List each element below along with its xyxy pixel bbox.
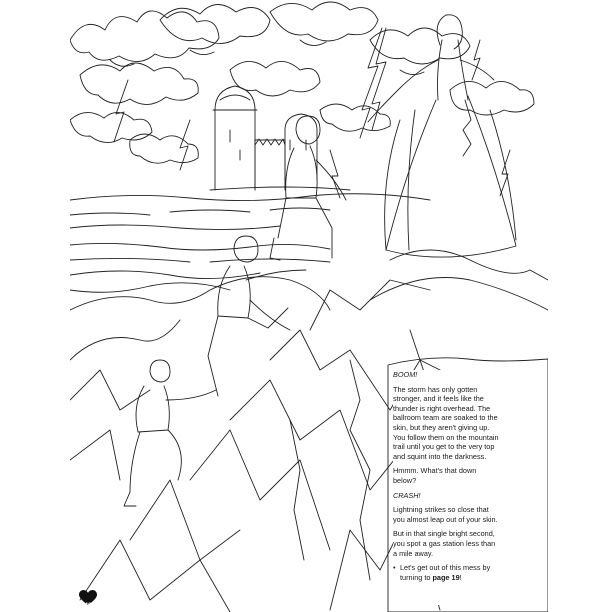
page-number: 46 [84, 603, 92, 609]
story-paragraph: Lightning strikes so close that you almost leap out of your skin. [393, 505, 498, 524]
sound-effect-crash: CRASH! [393, 490, 421, 500]
story-paragraph: But in that single bright second, you spot a gas station less than a mile away. [393, 529, 496, 558]
choice-text [400, 563, 501, 582]
sound-effect-boom: BOOM! [393, 370, 418, 379]
woman-in-gown [368, 15, 516, 257]
lightning-bolts [114, 28, 510, 198]
man-standing [270, 116, 346, 260]
man-climbing [208, 236, 306, 396]
story-paragraph: The storm has only gotten stronger, and it feels like the thunder is right overhead. The ballroom team are soaked to the skin, but they aren't giving up. You follow them on the mountain trail until you get to the very top and squint into the darkness. [393, 384, 499, 461]
story-text-box [393, 370, 501, 605]
story-paragraph: Hmmm. What's that down below? [393, 466, 477, 485]
choice-prefix: Let's get out of this mess by turning to [400, 563, 491, 582]
story-choice [393, 563, 501, 582]
choice-page-link: page 19 [432, 572, 460, 582]
choice-suffix: ! [459, 572, 462, 582]
bullet-icon: • [393, 563, 396, 573]
man-crouching [124, 360, 216, 506]
